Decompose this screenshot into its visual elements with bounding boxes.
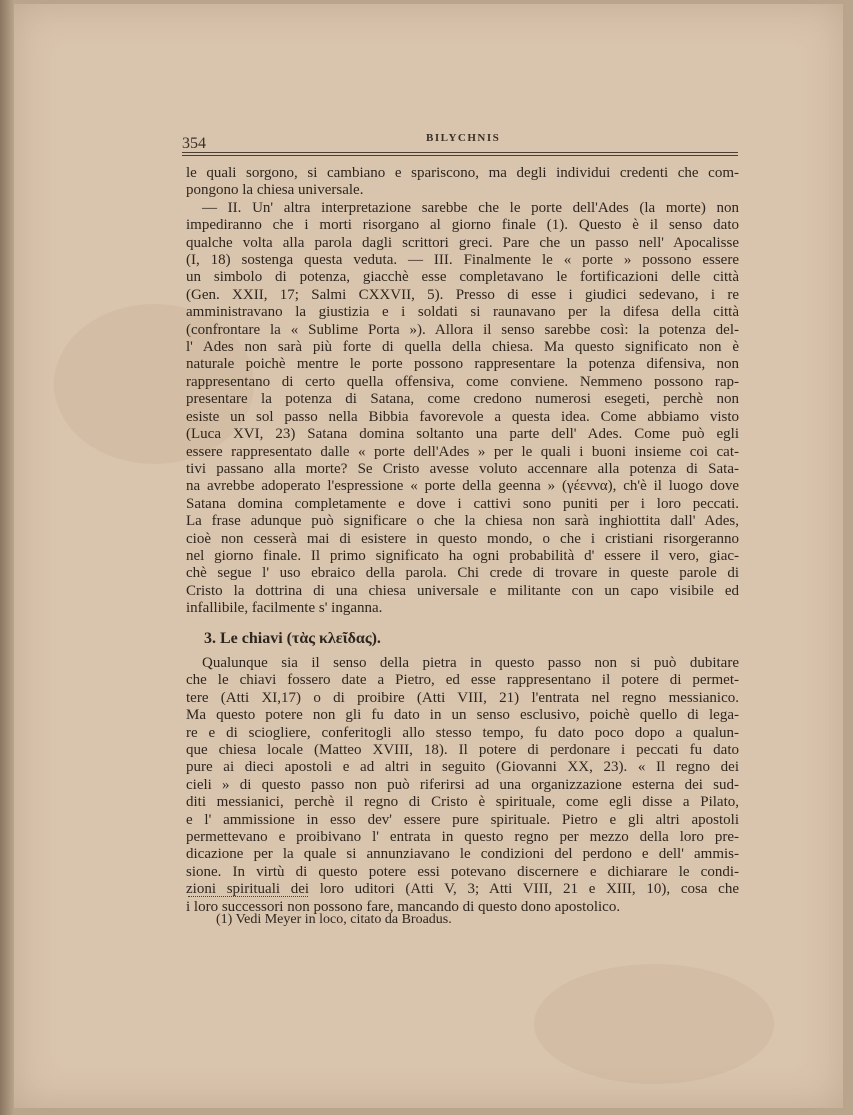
text-line: le quali sorgono, si cambiano e spariscono, ma degli individui credenti che com-: [186, 165, 739, 181]
paper-stain: [534, 964, 774, 1084]
text-line: na avrebbe adoperato l'espressione « porte della geenna » (γέεννα), ch'è il luogo dove: [186, 478, 739, 495]
text-line: pongono la chiesa universale.: [186, 182, 364, 199]
text-line: permettevano e proibivano l' entrata in questo regno per mezzo della loro pre-: [186, 829, 739, 846]
text-line: diti messianici, perchè il regno di Cristo è spirituale, come egli disse a Pilato,: [186, 794, 739, 811]
text-line: nel giorno finale. Il primo significato ha ogni probabilità d' essere il vero, giac-: [186, 547, 739, 564]
text-line: tere (Atti XI,17) o di proibire (Atti VIII, 21) l'entrata nel regno messianico.: [186, 689, 739, 706]
page-header: [168, 129, 738, 159]
text-line: (confrontare la « Sublime Porta »). Allora il senso sarebbe così: la potenza del-: [186, 321, 739, 338]
header-rule: [182, 152, 738, 156]
text-line: essere rappresentato dalle « porte dell'Ades » per le quali i buoni insieme coi cat-: [186, 443, 739, 460]
text-line: — II. Un' altra interpretazione sarebbe che le porte dell'Ades (la morte) non: [202, 199, 739, 216]
section-heading: 3. Le chiavi (τὰς κλεῖδας).: [204, 629, 381, 647]
text-line: Satana domina completamente e dove i cattivi sono puniti per i loro peccati.: [186, 495, 739, 512]
text-line: presentare la potenza di Satana, come credono numerosi esegeti, perchè non: [186, 391, 739, 408]
text-line: che le chiavi fossero date a Pietro, ed esse rappresentano il potere di permet-: [186, 672, 739, 689]
text-line: que chiesa locale (Matteo XVIII, 18). Il potere di perdonare i peccati fu dato: [186, 742, 739, 758]
text-line: l' Ades non sarà più forte di quella della chiesa. Ma questo significato non è: [186, 339, 739, 356]
text-line: Ma questo potere non gli fu dato in un senso esclusivo, poichè quello di lega-: [186, 707, 739, 724]
text-line: (Gen. XXII, 17; Salmi CXXVII, 5). Presso di esse i giudici sedevano, i re: [186, 286, 739, 303]
paragraph-1: [186, 165, 739, 618]
text-line: La frase adunque può significare o che la chiesa non sarà inghiottita dall' Ades,: [186, 513, 739, 530]
text-line: pure ai dieci apostoli e ad altri in seguito (Giovanni XX, 23). « Il regno dei: [186, 759, 739, 776]
footnote: (1) Vedi Meyer in loco, citato da Broadus.: [216, 912, 452, 927]
text-line: impediranno che i morti risorgano al giorno finale (1). Questo è il senso dato: [186, 217, 739, 234]
text-line: zioni spirituali dei loro uditori (Atti V, 3; Atti VIII, 21 e XIII, 10), cosa che: [186, 881, 739, 898]
paragraph-2: [186, 655, 739, 916]
text-line: e l' ammissione in esso dev' essere pure spirituale. Pietro e gli altri apostoli: [186, 811, 739, 828]
text-line: (I, 18) sostenga questa veduta. — III. Finalmente le « porte » possono essere: [186, 252, 739, 269]
text-line: qualche volta alla parola dagli scrittori greci. Pare che un passo nell' Apocalisse: [186, 234, 739, 251]
running-title: BILYCHNIS: [426, 132, 501, 144]
text-line: rappresentano di certo quella offensiva, come conviene. Nemmeno possono rap-: [186, 373, 739, 390]
text-line: cieli » di questo passo non può riferirsi ad una organizzazione esterna dei sud-: [186, 776, 739, 793]
text-line: Qualunque sia il senso della pietra in questo passo non si può dubitare: [202, 654, 739, 671]
book-spine-edge: [0, 0, 14, 1115]
text-line: tivi passano alla morte? Se Cristo avesse voluto accennare alla potenza di Sata-: [186, 460, 739, 477]
page-number: 354: [182, 135, 206, 152]
text-line: re e di sciogliere, conferitogli allo stesso tempo, fu dato poco dopo a qualun-: [186, 724, 739, 741]
text-line: cioè non cesserà mai di esistere in questo mondo, o che i cristiani risorgeranno: [186, 530, 739, 547]
text-line: (Luca XVI, 23) Satana domina soltanto una parte dell' Ades. Come può egli: [186, 426, 739, 443]
text-line: Cristo la dottrina di una chiesa universale e militante con un capo visibile ed: [186, 582, 739, 599]
body-text: [186, 165, 739, 916]
text-line: amministravano la giustizia e i soldati si raunavano per la difesa della città: [186, 304, 739, 321]
text-line: esiste un sol passo nella Bibbia favorevole a questa idea. Come abbiamo visto: [186, 408, 739, 425]
text-line: dicazione per la quale si annunziavano le condizioni del perdono e dell' ammis-: [186, 846, 739, 863]
text-line: i loro successori non possono fare, mancando di questo dono apostolico.: [186, 898, 621, 915]
text-line: sione. In virtù di questo potere essi potevano discernere e dichiarare le condi-: [186, 863, 739, 880]
text-line: chè segue l' uso ebraico della parola. Chi crede di trovare in queste parole di: [186, 565, 739, 582]
text-line: naturale poichè mentre le porte possono rappresentare la potenza difensiva, non: [186, 356, 739, 373]
text-line: infallibile, facilmente s' inganna.: [186, 600, 383, 617]
text-line: un simbolo di potenza, giacchè esse completavano le fortificazioni delle città: [186, 269, 739, 286]
footnote-divider: [188, 896, 308, 897]
